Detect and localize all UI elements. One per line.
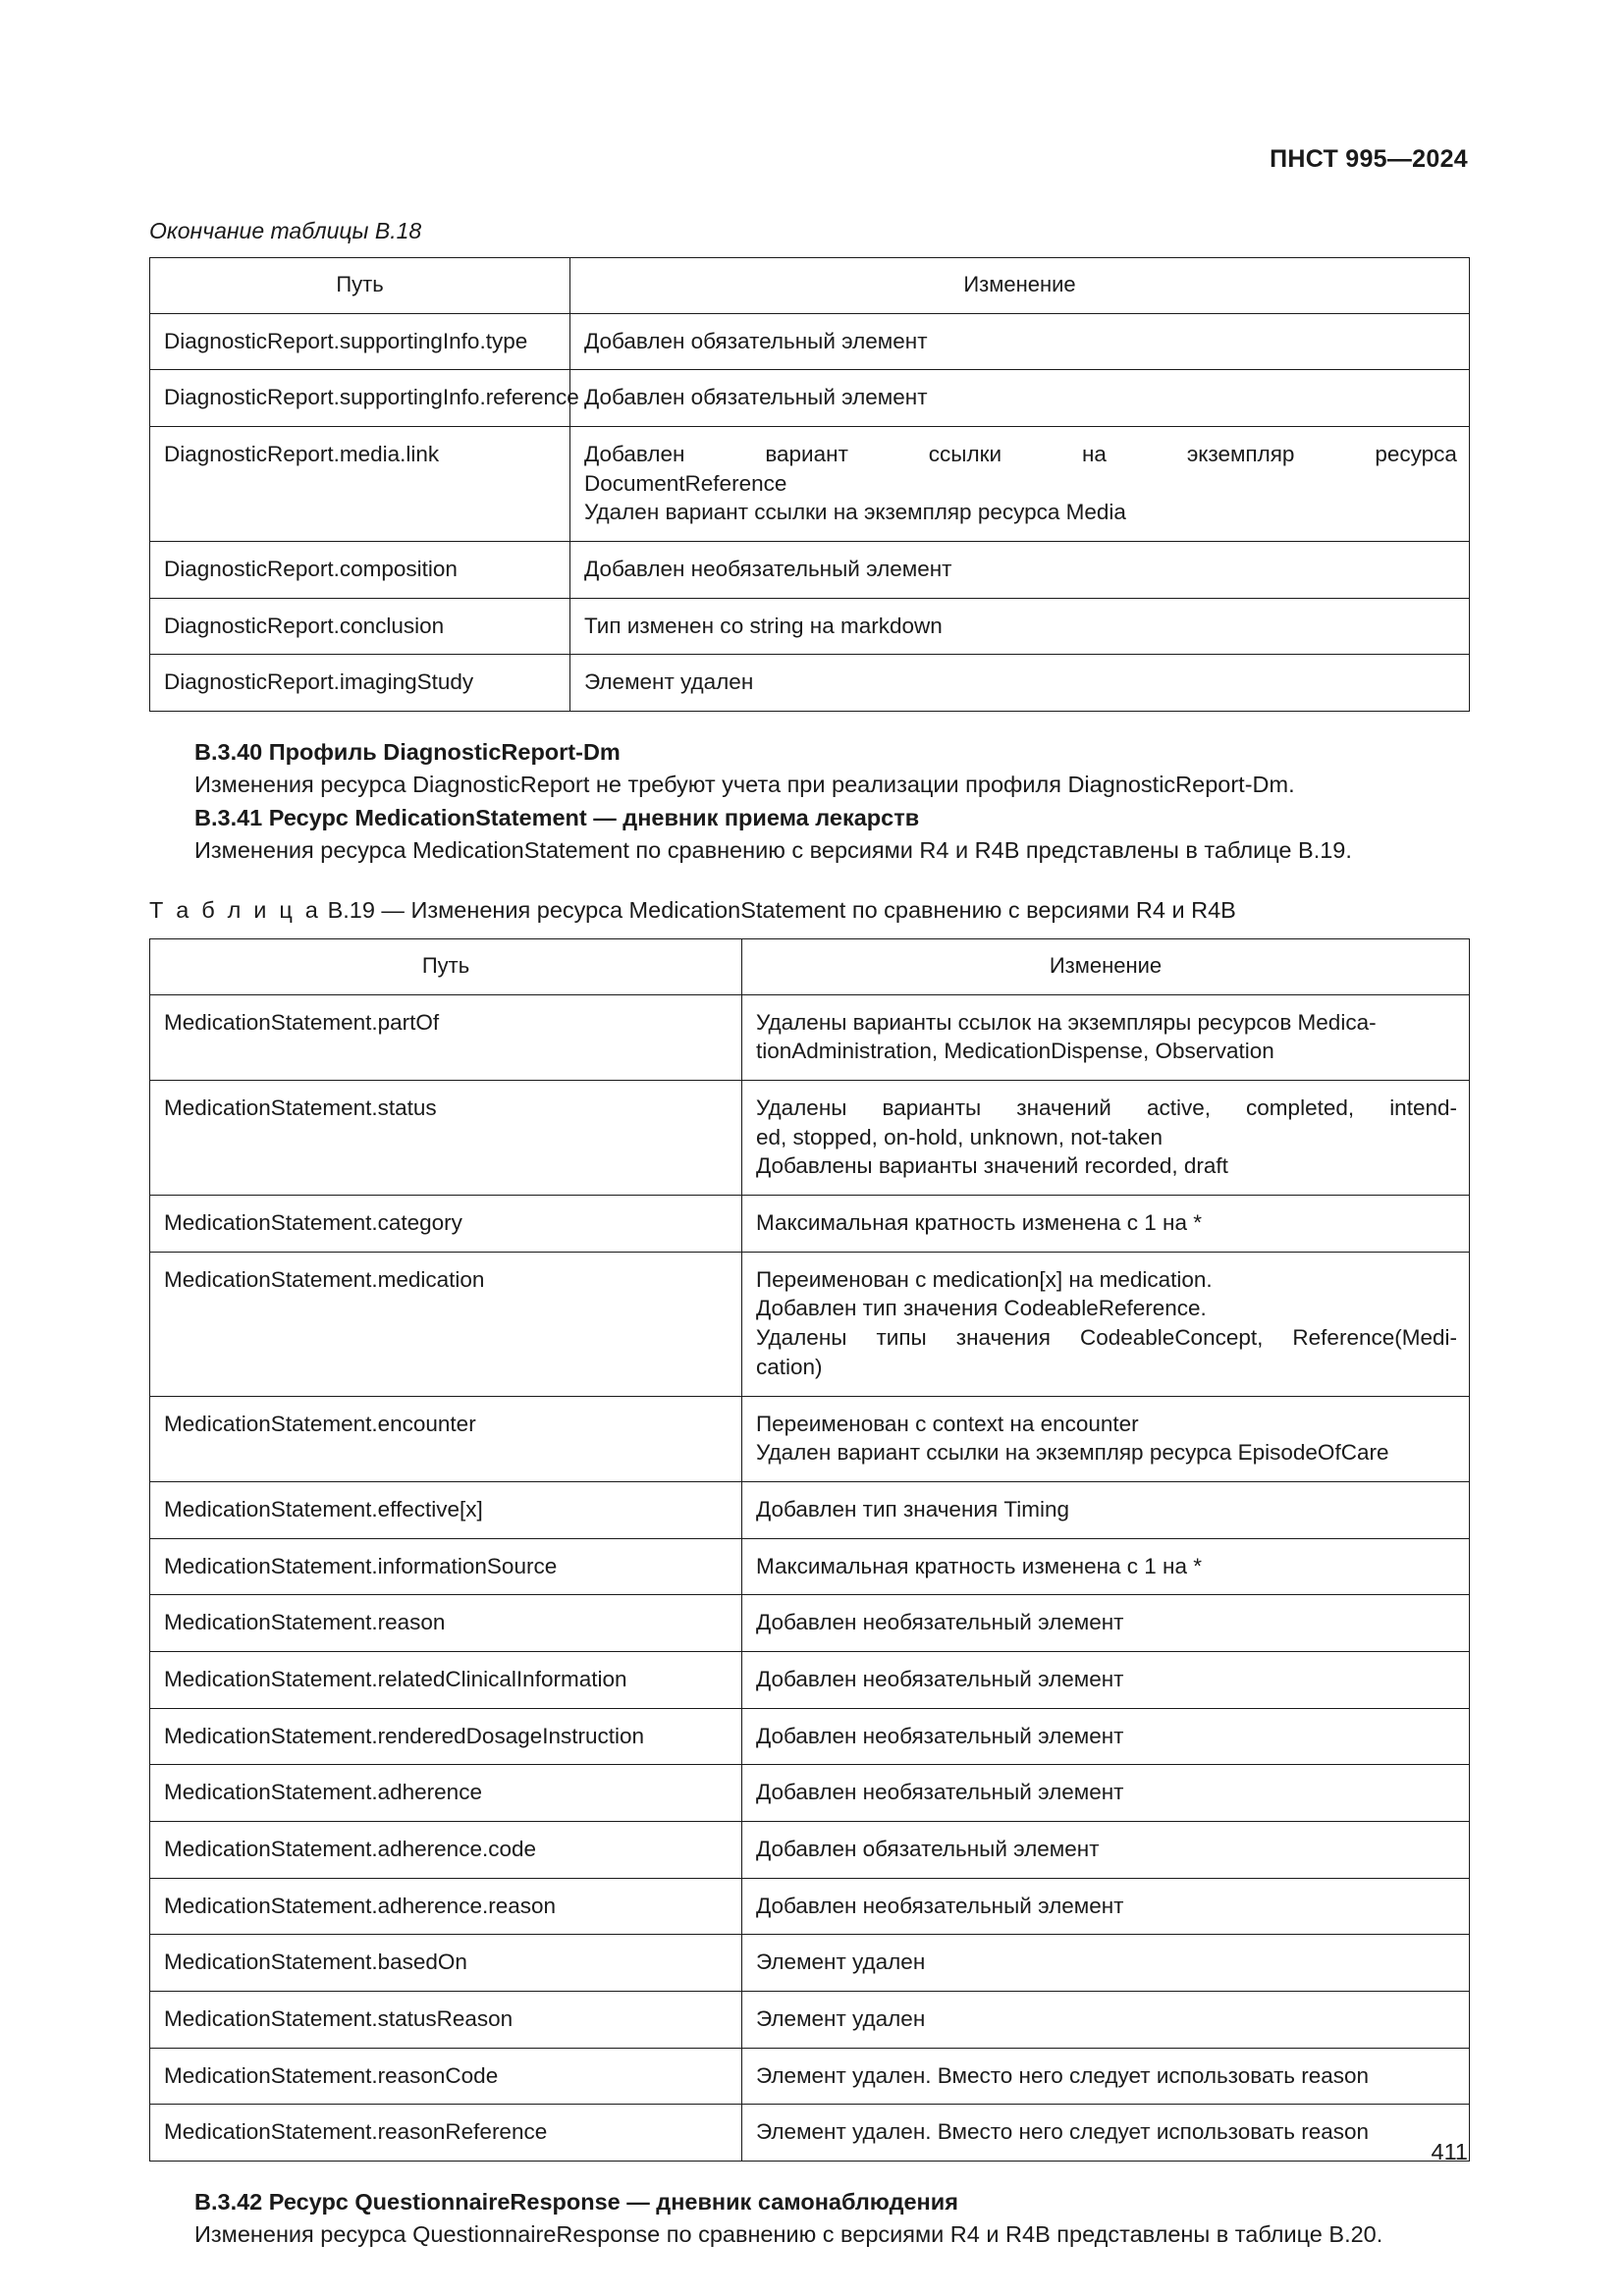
table-row — [150, 1765, 1470, 1822]
word: варианты — [882, 1095, 982, 1121]
cell-path — [150, 1878, 742, 1935]
section-b341-body: Изменения ресурса MedicationStatement по сравнению с версиями R4 и R4B представлены в таблице В.19. — [194, 836, 1352, 863]
cell-path-text: MedicationStatement.encounter — [164, 1411, 476, 1436]
cell-change-line-1 — [756, 1094, 1457, 1123]
cell-change — [742, 994, 1470, 1080]
section-b342 — [194, 2187, 1469, 2251]
cell-path-text: MedicationStatement.adherence.code — [164, 1837, 536, 1862]
cell-path-text: MedicationStatement.basedOn — [164, 1949, 467, 1975]
cell-change-text: Элемент удален. Вместо него следует использовать reason — [756, 2119, 1370, 2145]
cell-change-text: Добавлен обязательный элемент — [584, 328, 928, 353]
cell-path-text: MedicationStatement.adherence.reason — [164, 1893, 557, 1918]
word: значения — [955, 1325, 1051, 1351]
word: Добавлен — [584, 441, 685, 466]
cell-change-line-1 — [584, 440, 1457, 469]
column-header-path: Путь — [150, 938, 742, 994]
cell-change-text: Добавлен обязательный элемент — [584, 385, 928, 410]
cell-change-line-2: Добавлен тип значения CodeableReference. — [756, 1296, 1207, 1321]
cell-path — [150, 2105, 742, 2162]
table-b19-caption-rest: В.19 — Изменения ресурса MedicationStatement по сравнению с версиями R4 и R4B — [327, 897, 1236, 924]
word: Reference(Medi- — [1292, 1325, 1457, 1351]
table-row — [150, 1252, 1470, 1396]
word: intend- — [1389, 1095, 1457, 1121]
cell-change — [742, 1396, 1470, 1481]
cell-path-text: DiagnosticReport.media.link — [164, 441, 440, 466]
cell-change-line-3 — [756, 1323, 1457, 1353]
cell-path — [150, 994, 742, 1080]
table-row — [150, 1935, 1470, 1992]
word: Удалены — [756, 1325, 847, 1351]
table-row — [150, 1992, 1470, 2049]
cell-path — [150, 1822, 742, 1879]
table-row — [150, 1196, 1470, 1253]
cell-change-line-4: cation) — [756, 1354, 823, 1379]
table-row — [150, 655, 1470, 712]
table-b18-caption: Окончание таблицы В.18 — [149, 218, 422, 243]
cell-path — [150, 313, 570, 370]
cell-change-line-1: Переименован с context на encounter — [756, 1411, 1139, 1436]
word: CodeableConcept, — [1079, 1325, 1264, 1351]
cell-path-text: MedicationStatement.reasonReference — [164, 2119, 548, 2145]
section-b342-body: Изменения ресурса QuestionnaireResponse по сравнению с версиями R4 и R4B представлены в таблице В.20. — [194, 2221, 1383, 2248]
table-row — [150, 1396, 1470, 1481]
page-header-standard-id: ПНСТ 995—2024 — [1270, 145, 1468, 173]
cell-change-text: Максимальная кратность изменена с 1 на * — [756, 1210, 1202, 1236]
cell-change-line-1: Переименован с medication[x] на medication. — [756, 1266, 1213, 1292]
cell-change-text: Максимальная кратность изменена с 1 на * — [756, 1553, 1202, 1578]
cell-path-text: MedicationStatement.medication — [164, 1266, 485, 1292]
cell-change — [742, 1878, 1470, 1935]
cell-change-line-2: DocumentReference — [584, 470, 787, 496]
cell-change-line-3: Удален вариант ссылки на экземпляр ресурса Media — [584, 500, 1126, 525]
cell-path — [150, 1765, 742, 1822]
cell-change — [742, 2048, 1470, 2105]
cell-change-text: Элемент удален — [756, 1949, 926, 1975]
table-row — [150, 1081, 1470, 1196]
cell-change-text: Элемент удален. Вместо него следует использовать reason — [756, 2062, 1370, 2088]
cell-path — [150, 1992, 742, 2049]
column-header-change: Изменение — [742, 938, 1470, 994]
page-content — [149, 218, 1469, 2253]
cell-change — [742, 1595, 1470, 1652]
cell-change-text: Добавлен необязательный элемент — [756, 1610, 1124, 1635]
table-row — [150, 1878, 1470, 1935]
table-b19 — [149, 938, 1470, 2163]
cell-path-text: DiagnosticReport.composition — [164, 557, 458, 582]
cell-change — [742, 1081, 1470, 1196]
cell-path — [150, 1538, 742, 1595]
cell-change — [570, 598, 1470, 655]
cell-change-line-2: Удален вариант ссылки на экземпляр ресурса EpisodeOfCare — [756, 1440, 1389, 1466]
cell-change-text: Элемент удален — [584, 669, 754, 695]
cell-path — [150, 1396, 742, 1481]
cell-path-text: DiagnosticReport.supportingInfo.type — [164, 328, 528, 353]
cell-path-text: MedicationStatement.partOf — [164, 1009, 440, 1035]
table-row — [150, 370, 1470, 427]
cell-path — [150, 370, 579, 427]
cell-change — [570, 313, 1470, 370]
cell-change-line-2: tionAdministration, MedicationDispense, Observation — [756, 1039, 1274, 1064]
cell-path — [150, 1081, 742, 1196]
word: active, — [1146, 1095, 1211, 1121]
cell-path — [150, 1708, 742, 1765]
cell-path — [150, 1651, 742, 1708]
word: Удалены — [756, 1095, 847, 1121]
cell-path — [150, 655, 570, 712]
table-header-row — [150, 257, 1470, 313]
cell-change-text: Добавлен необязательный элемент — [584, 557, 952, 582]
cell-path-text: MedicationStatement.category — [164, 1210, 462, 1236]
word: вариант — [765, 441, 848, 466]
table-row — [150, 1708, 1470, 1765]
cell-path — [150, 1481, 742, 1538]
cell-change — [570, 426, 1470, 541]
cell-path — [150, 1252, 742, 1396]
word: значений — [1016, 1095, 1111, 1121]
cell-change — [742, 2105, 1470, 2162]
cell-change — [742, 1481, 1470, 1538]
cell-change — [570, 370, 1470, 427]
cell-path-text: MedicationStatement.adherence — [164, 1780, 482, 1805]
table-row — [150, 994, 1470, 1080]
word: на — [1081, 441, 1107, 466]
cell-path-text: MedicationStatement.informationSource — [164, 1553, 558, 1578]
table-row — [150, 2048, 1470, 2105]
cell-path-text: MedicationStatement.reason — [164, 1610, 446, 1635]
cell-change-text: Добавлен необязательный элемент — [756, 1666, 1124, 1691]
table-row — [150, 1822, 1470, 1879]
cell-change-line-3: Добавлены варианты значений recorded, draft — [756, 1153, 1228, 1179]
section-b340-body: Изменения ресурса DiagnosticReport не требуют учета при реализации профиля DiagnosticReport-Dm. — [194, 772, 1295, 798]
section-b340-b341 — [194, 737, 1469, 866]
table-row — [150, 1481, 1470, 1538]
table-b18 — [149, 257, 1470, 713]
table-row — [150, 1651, 1470, 1708]
cell-path — [150, 1935, 742, 1992]
cell-change — [742, 1708, 1470, 1765]
cell-change — [570, 655, 1470, 712]
cell-path-text: MedicationStatement.renderedDosageInstruction — [164, 1723, 645, 1748]
cell-change-text: Элемент удален — [756, 2006, 926, 2032]
cell-path-text: DiagnosticReport.supportingInfo.reference — [164, 385, 579, 410]
cell-change-text: Добавлен необязательный элемент — [756, 1893, 1124, 1918]
cell-change-text: Добавлен необязательный элемент — [756, 1780, 1124, 1805]
cell-path — [150, 1595, 742, 1652]
cell-path-text: DiagnosticReport.conclusion — [164, 613, 445, 638]
table-header-row — [150, 938, 1470, 994]
page-number: 411 — [1431, 2139, 1468, 2164]
cell-path — [150, 426, 570, 541]
section-b340-heading: В.3.40 Профиль DiagnosticReport-Dm — [194, 739, 621, 766]
cell-change-text: Добавлен обязательный элемент — [756, 1837, 1100, 1862]
cell-path-text: MedicationStatement.effective[x] — [164, 1496, 483, 1522]
word: экземпляр — [1186, 441, 1295, 466]
cell-path — [150, 1196, 742, 1253]
cell-change — [742, 1822, 1470, 1879]
cell-change-text — [742, 1397, 1469, 1481]
cell-change-text — [742, 1253, 1469, 1396]
table-b19-caption — [149, 895, 1469, 926]
table-row — [150, 1595, 1470, 1652]
section-b342-heading: В.3.42 Ресурс QuestionnaireResponse — дневник самонаблюдения — [194, 2189, 958, 2216]
cell-path — [150, 2048, 742, 2105]
cell-path-text: MedicationStatement.reasonCode — [164, 2062, 499, 2088]
word: ресурса — [1375, 441, 1457, 466]
cell-path-text: DiagnosticReport.imagingStudy — [164, 669, 474, 695]
cell-change-line-1: Удалены варианты ссылок на экземпляры ресурсов Medica- — [756, 1009, 1377, 1035]
table-row — [150, 542, 1470, 599]
table-row — [150, 426, 1470, 541]
table-b19-caption-prefix: Т а б л и ц а — [149, 897, 322, 924]
cell-change — [742, 1252, 1470, 1396]
cell-change — [742, 1765, 1470, 1822]
cell-path-text: MedicationStatement.relatedClinicalInformation — [164, 1666, 627, 1691]
section-b341-heading: В.3.41 Ресурс MedicationStatement — дневник приема лекарств — [194, 804, 920, 830]
table-row — [150, 2105, 1470, 2162]
cell-change — [742, 1935, 1470, 1992]
cell-change — [742, 1538, 1470, 1595]
cell-change — [742, 1651, 1470, 1708]
cell-change-text — [742, 1081, 1469, 1195]
cell-change-text: Тип изменен со string на markdown — [584, 613, 943, 638]
cell-change — [742, 1992, 1470, 2049]
cell-change-text — [570, 427, 1469, 541]
cell-change-line-2: ed, stopped, on-hold, unknown, not-taken — [756, 1124, 1164, 1149]
table-row — [150, 1538, 1470, 1595]
cell-change — [570, 542, 1470, 599]
cell-path-text: MedicationStatement.status — [164, 1095, 437, 1121]
word: ссылки — [928, 441, 1002, 466]
cell-change-text: Добавлен необязательный элемент — [756, 1723, 1124, 1748]
cell-path-text: MedicationStatement.statusReason — [164, 2006, 514, 2032]
cell-path — [150, 542, 570, 599]
cell-change — [742, 1196, 1470, 1253]
cell-change-text: Добавлен тип значения Timing — [756, 1496, 1070, 1522]
word: completed, — [1246, 1095, 1355, 1121]
column-header-path: Путь — [150, 257, 570, 313]
table-row — [150, 598, 1470, 655]
cell-path — [150, 598, 570, 655]
column-header-change: Изменение — [570, 257, 1470, 313]
table-row — [150, 313, 1470, 370]
word: типы — [876, 1325, 927, 1351]
cell-change-text — [742, 995, 1469, 1080]
